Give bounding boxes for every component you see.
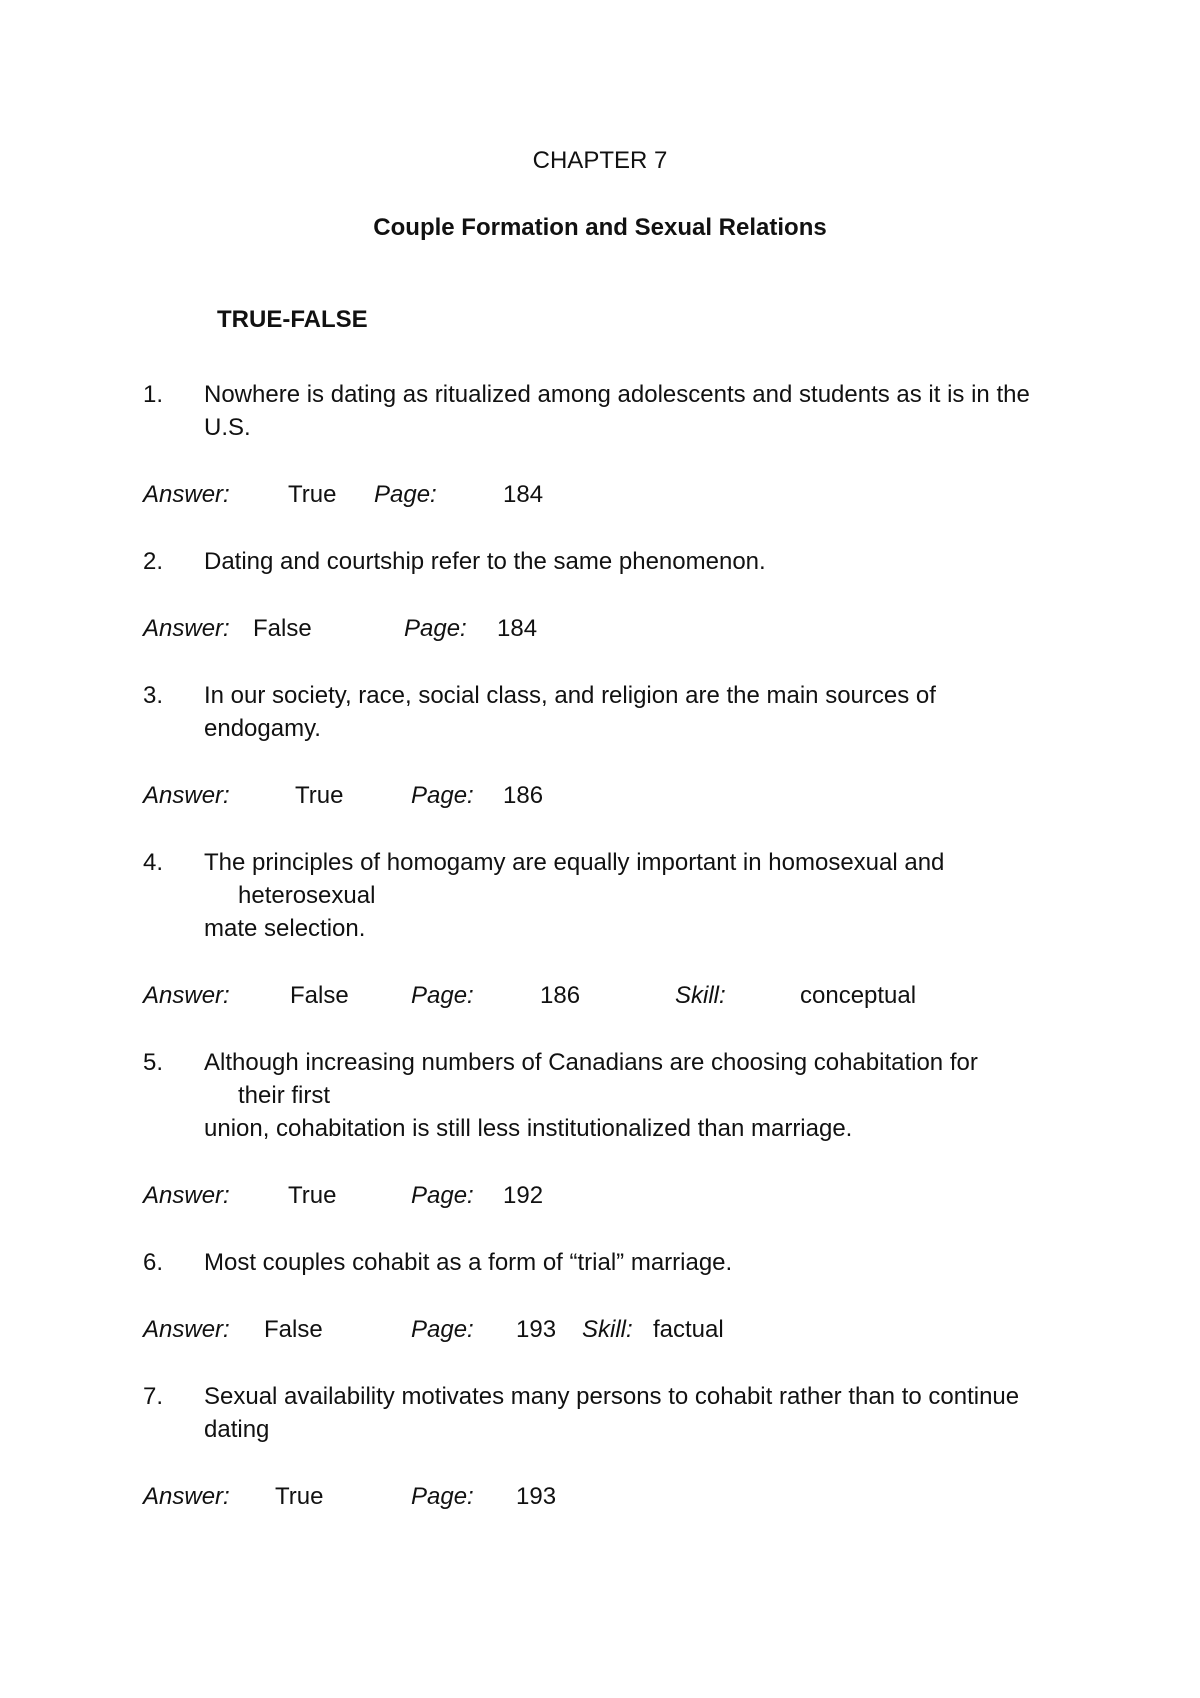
question-text: U.S. [204,414,251,441]
page-label: Page: [404,615,467,642]
answer-value: False [253,615,312,642]
page-label: Page: [411,982,474,1009]
answer-value: True [295,782,344,809]
answer-value: False [290,982,349,1009]
answer-label: Answer: [143,982,230,1009]
answer-label: Answer: [143,782,230,809]
answer-value: True [288,1182,337,1209]
answer-label: Answer: [143,1316,230,1343]
question-text: Although increasing numbers of Canadians are choosing cohabitation for [204,1049,978,1076]
page-label: Page: [411,782,474,809]
question-number: 2. [143,548,164,575]
question-text: heterosexual [238,882,376,909]
skill-value: conceptual [800,982,917,1009]
answer-label: Answer: [143,481,230,508]
question-text: Dating and courtship refer to the same phenomenon. [204,548,766,575]
question-number: 7. [143,1383,164,1410]
answer-label: Answer: [143,1182,230,1209]
answer-value: True [275,1483,324,1510]
chapter-title: Couple Formation and Sexual Relations [373,214,827,241]
page-value: 184 [497,615,538,642]
page-label: Page: [411,1316,474,1343]
skill-value: factual [653,1316,724,1343]
page-label: Page: [411,1483,474,1510]
question-number: 1. [143,381,164,408]
answer-label: Answer: [143,615,230,642]
answer-value: True [288,481,337,508]
question-number: 6. [143,1249,164,1276]
chapter-heading: CHAPTER 7 [532,147,668,174]
question-number: 5. [143,1049,164,1076]
question-text: dating [204,1416,270,1443]
page-label: Page: [374,481,437,508]
page-value: 193 [516,1483,557,1510]
page-value: 184 [503,481,544,508]
page-value: 186 [503,782,544,809]
question-text: endogamy. [204,715,321,742]
question-text: union, cohabitation is still less institutionalized than marriage. [204,1115,853,1142]
question-text: their first [238,1082,331,1109]
question-number: 4. [143,849,164,876]
question-number: 3. [143,682,164,709]
skill-label: Skill: [675,982,726,1009]
page-value: 192 [503,1182,544,1209]
answer-value: False [264,1316,323,1343]
skill-label: Skill: [582,1316,633,1343]
question-text: In our society, race, social class, and religion are the main sources of [204,682,936,709]
page-label: Page: [411,1182,474,1209]
question-text: mate selection. [204,915,366,942]
page-value: 193 [516,1316,557,1343]
section-heading: TRUE-FALSE [217,306,368,333]
question-text: Nowhere is dating as ritualized among adolescents and students as it is in the [204,381,1030,408]
answer-label: Answer: [143,1483,230,1510]
question-text: Sexual availability motivates many persons to cohabit rather than to continue [204,1383,1020,1410]
question-text: Most couples cohabit as a form of “trial” marriage. [204,1249,733,1276]
question-text: The principles of homogamy are equally important in homosexual and [204,849,945,876]
page-value: 186 [540,982,581,1009]
